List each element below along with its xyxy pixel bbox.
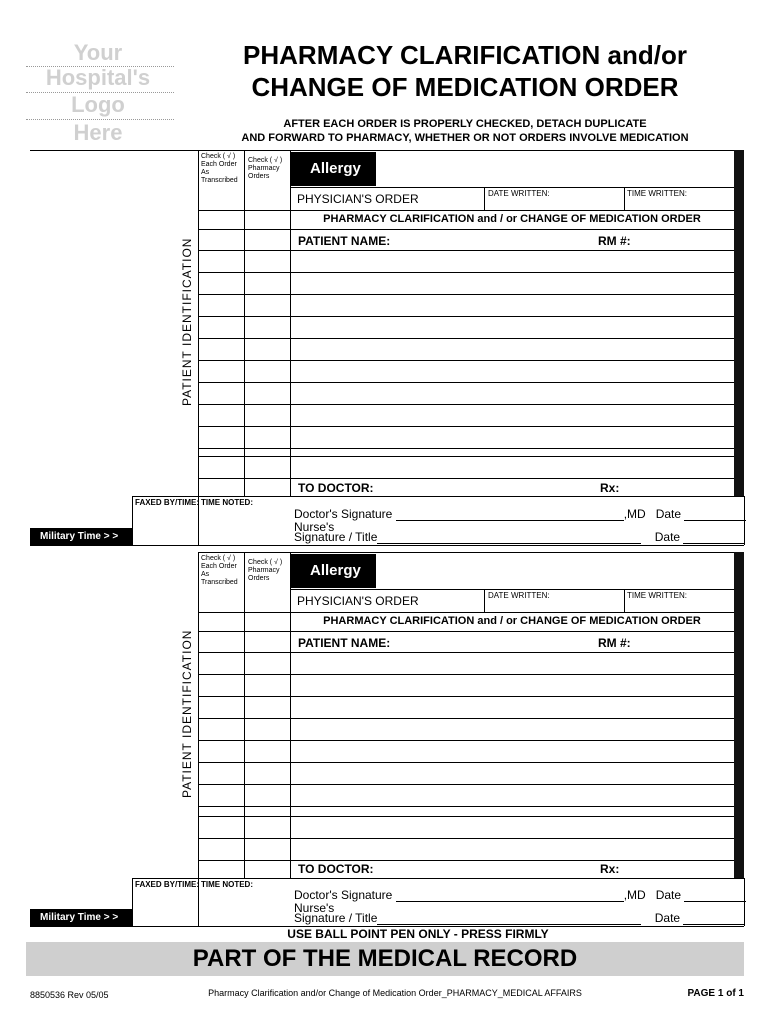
cell-divider bbox=[132, 496, 133, 545]
doctors-signature-line bbox=[294, 888, 746, 902]
nurse-signature-field[interactable] bbox=[377, 543, 641, 544]
patient-name-label: PATIENT NAME: bbox=[298, 234, 391, 248]
row-line bbox=[198, 652, 734, 653]
faxed-by-label: FAXED BY/TIME: bbox=[135, 880, 200, 889]
rx-label: Rx: bbox=[600, 481, 620, 495]
row-line bbox=[198, 740, 734, 741]
md-label: ,MD bbox=[623, 888, 646, 902]
pen-instruction: USE BALL POINT PEN ONLY - PRESS FIRMLY bbox=[287, 927, 549, 941]
doctor-date-field[interactable] bbox=[684, 901, 746, 902]
check-pharmacy-label: Check ( √ ) Pharmacy Orders bbox=[248, 559, 283, 582]
date-label: Date bbox=[654, 911, 681, 925]
column-divider bbox=[290, 552, 291, 878]
row-line bbox=[198, 448, 734, 449]
faxed-by-label: FAXED BY/TIME: bbox=[135, 498, 200, 507]
check-transcribed-label: Check ( √ ) Each Order As Transcribed bbox=[201, 555, 238, 586]
nurse-date-field[interactable] bbox=[683, 924, 745, 925]
allergy-label: Allergy bbox=[290, 152, 376, 186]
to-doctor-label: TO DOCTOR: bbox=[298, 862, 374, 876]
doctors-signature-field[interactable] bbox=[396, 901, 624, 902]
row-line bbox=[290, 187, 734, 188]
time-noted-label: TIME NOTED: bbox=[201, 498, 253, 507]
cell-divider bbox=[624, 187, 625, 210]
logo-text-line-2: Hospital's bbox=[45, 65, 151, 90]
column-divider bbox=[198, 552, 199, 926]
row-line bbox=[198, 631, 734, 632]
section-top-border bbox=[30, 150, 744, 151]
cell-divider bbox=[132, 878, 133, 926]
date-written-label: DATE WRITTEN: bbox=[488, 189, 550, 198]
date-written-label: DATE WRITTEN: bbox=[488, 591, 550, 600]
row-line bbox=[198, 762, 734, 763]
section-bottom-border bbox=[30, 545, 744, 546]
date-label: Date bbox=[655, 507, 682, 521]
row-line bbox=[198, 674, 734, 675]
column-divider bbox=[290, 150, 291, 496]
row-line bbox=[198, 404, 734, 405]
row-line bbox=[198, 426, 734, 427]
section-top-border bbox=[198, 552, 744, 553]
row-line bbox=[198, 718, 734, 719]
section-right-bar bbox=[734, 552, 744, 878]
row-line bbox=[198, 229, 734, 230]
physicians-order-label: PHYSICIAN'S ORDER bbox=[297, 594, 419, 608]
row-line bbox=[198, 456, 734, 457]
logo-text-line-4: Here bbox=[73, 120, 123, 145]
form-title-line-1: PHARMACY CLARIFICATION and/or bbox=[243, 40, 687, 70]
patient-identification-label: PATIENT IDENTIFICATION bbox=[180, 629, 194, 798]
military-time-label: Military Time > > bbox=[30, 528, 132, 545]
row-line bbox=[198, 360, 734, 361]
doctors-signature-field[interactable] bbox=[396, 520, 624, 521]
row-line bbox=[198, 210, 734, 211]
form-number: 8850536 Rev 05/05 bbox=[30, 990, 109, 1000]
nurse-date-field[interactable] bbox=[683, 543, 745, 544]
row-line bbox=[198, 478, 734, 479]
row-line bbox=[198, 272, 734, 273]
physicians-order-label: PHYSICIAN'S ORDER bbox=[297, 192, 419, 206]
row-line bbox=[198, 696, 734, 697]
check-pharmacy-label: Check ( √ ) Pharmacy Orders bbox=[248, 157, 283, 180]
row-line bbox=[198, 294, 734, 295]
row-line bbox=[198, 250, 734, 251]
cell-divider bbox=[624, 589, 625, 612]
row-line bbox=[198, 838, 734, 839]
check-transcribed-label: Check ( √ ) Each Order As Transcribed bbox=[201, 153, 238, 184]
row-line bbox=[198, 316, 734, 317]
column-divider bbox=[244, 150, 245, 496]
nurse-signature-line bbox=[294, 911, 745, 925]
cell-divider bbox=[484, 589, 485, 612]
doctors-signature-line bbox=[294, 507, 746, 521]
time-written-label: TIME WRITTEN: bbox=[627, 189, 687, 198]
row-line bbox=[198, 816, 734, 817]
rx-label: Rx: bbox=[600, 862, 620, 876]
allergy-label: Allergy bbox=[290, 554, 376, 588]
nurses-label: Nurse's bbox=[294, 520, 335, 534]
medical-record-banner: PART OF THE MEDICAL RECORD bbox=[26, 942, 744, 976]
time-written-label: TIME WRITTEN: bbox=[627, 591, 687, 600]
room-number-label: RM #: bbox=[598, 234, 631, 248]
row-line bbox=[198, 382, 734, 383]
to-doctor-label: TO DOCTOR: bbox=[298, 481, 374, 495]
page-number: PAGE 1 of 1 bbox=[687, 988, 744, 999]
md-label: ,MD bbox=[623, 507, 646, 521]
row-line bbox=[290, 589, 734, 590]
row-line bbox=[132, 878, 744, 879]
signature-title-label: Signature / Title bbox=[294, 530, 378, 544]
row-line bbox=[132, 496, 744, 497]
row-line bbox=[198, 784, 734, 785]
doctor-date-field[interactable] bbox=[684, 520, 746, 521]
patient-identification-label: PATIENT IDENTIFICATION bbox=[180, 237, 194, 406]
patient-name-label: PATIENT NAME: bbox=[298, 636, 391, 650]
doctors-signature-label: Doctor's Signature bbox=[294, 888, 393, 902]
form-description: Pharmacy Clarification and/or Change of Medication Order_PHARMACY_MEDICAL AFFAIRS bbox=[208, 988, 582, 998]
row-line bbox=[198, 806, 734, 807]
column-divider bbox=[244, 552, 245, 878]
row-line bbox=[198, 612, 734, 613]
signature-title-label: Signature / Title bbox=[294, 911, 378, 925]
nurses-label: Nurse's bbox=[294, 901, 335, 915]
time-noted-label: TIME NOTED: bbox=[201, 880, 253, 889]
date-label: Date bbox=[655, 888, 682, 902]
logo-text-line-3: Logo bbox=[71, 92, 125, 117]
military-time-label: Military Time > > bbox=[30, 909, 132, 926]
row-line bbox=[198, 338, 734, 339]
date-label: Date bbox=[654, 530, 681, 544]
nurse-signature-field[interactable] bbox=[377, 924, 641, 925]
form-title-line-2: CHANGE OF MEDICATION ORDER bbox=[251, 72, 679, 102]
logo-text-line-1: Your bbox=[73, 40, 123, 65]
instructions-line-2: AND FORWARD TO PHARMACY, WHETHER OR NOT ORDERS INVOLVE MEDICATION bbox=[241, 132, 689, 144]
room-number-label: RM #: bbox=[598, 636, 631, 650]
cell-divider bbox=[484, 187, 485, 210]
nurse-signature-line bbox=[294, 530, 745, 544]
row-line bbox=[198, 860, 734, 861]
section-heading: PHARMACY CLARIFICATION and / or CHANGE OF MEDICATION ORDER bbox=[323, 615, 701, 627]
instructions-line-1: AFTER EACH ORDER IS PROPERLY CHECKED, DETACH DUPLICATE bbox=[283, 118, 647, 130]
section-heading: PHARMACY CLARIFICATION and / or CHANGE OF MEDICATION ORDER bbox=[323, 213, 701, 225]
section-right-bar bbox=[734, 150, 744, 496]
doctors-signature-label: Doctor's Signature bbox=[294, 507, 393, 521]
